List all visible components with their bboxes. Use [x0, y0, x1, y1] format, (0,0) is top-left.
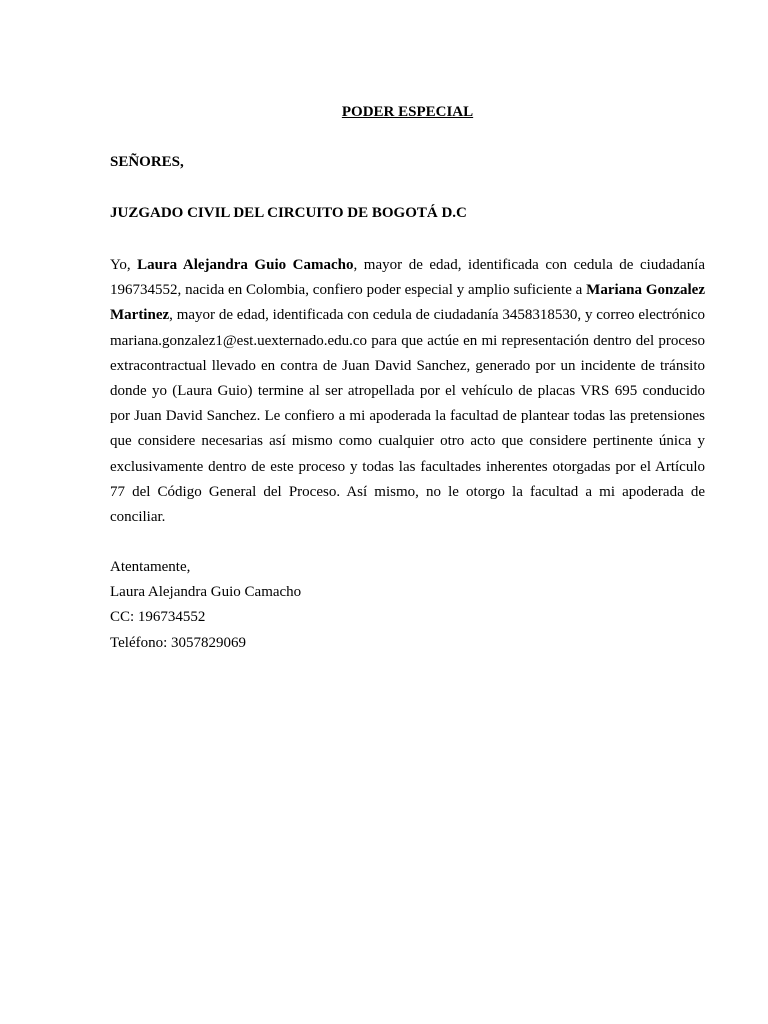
- document-title: PODER ESPECIAL: [341, 104, 474, 120]
- grantor-name: Laura Alejandra Guio Camacho: [137, 257, 354, 273]
- signature-block: [110, 555, 301, 656]
- signer-phone: Teléfono: 3057829069: [110, 634, 247, 651]
- signer-id: CC: 196734552: [110, 609, 206, 626]
- addressee: JUZGADO CIVIL DEL CIRCUITO DE BOGOTÁ D.C: [110, 205, 467, 221]
- body-text-rest: , mayor de edad, identificada con cedula de ciudadanía 3458318530, y correo electrónico mariana.gonzalez1@est.uexternado.edu.co para que actúe en mi representación dentro del proceso extracontractual llevado en contra de Juan David Sanchez, generado por un incidente de tránsito donde yo (Laura Guio) termine al ser atropellada por el vehículo de placas VRS 695 conducido por Juan David Sanchez. Le confiero a mi apoderada la facultad de plantear todas las pretensiones que considere necesarias así mismo como cualquier otro acto que considere pertinente única y exclusivamente dentro de este proceso y todas las facultades inherentes otorgadas por el Artículo 77 del Código General del Proceso. Así mismo, no le otorgo la facultad a mi apoderada de conciliar.: [110, 307, 705, 526]
- sign-off: Atentamente,: [110, 559, 191, 575]
- body-text-middle: , mayor de edad, identificada con cedula de ciudadanía 196734552, nacida en Colombia, confiero poder especial y amplio suficiente a: [110, 257, 705, 299]
- salutation: SEÑORES,: [110, 154, 184, 170]
- attorney-name: Mariana Gonzalez Martinez: [110, 282, 705, 324]
- body-paragraph: [110, 253, 705, 530]
- body-text-intro: Yo,: [110, 257, 138, 273]
- signer-name: Laura Alejandra Guio Camacho: [110, 584, 302, 601]
